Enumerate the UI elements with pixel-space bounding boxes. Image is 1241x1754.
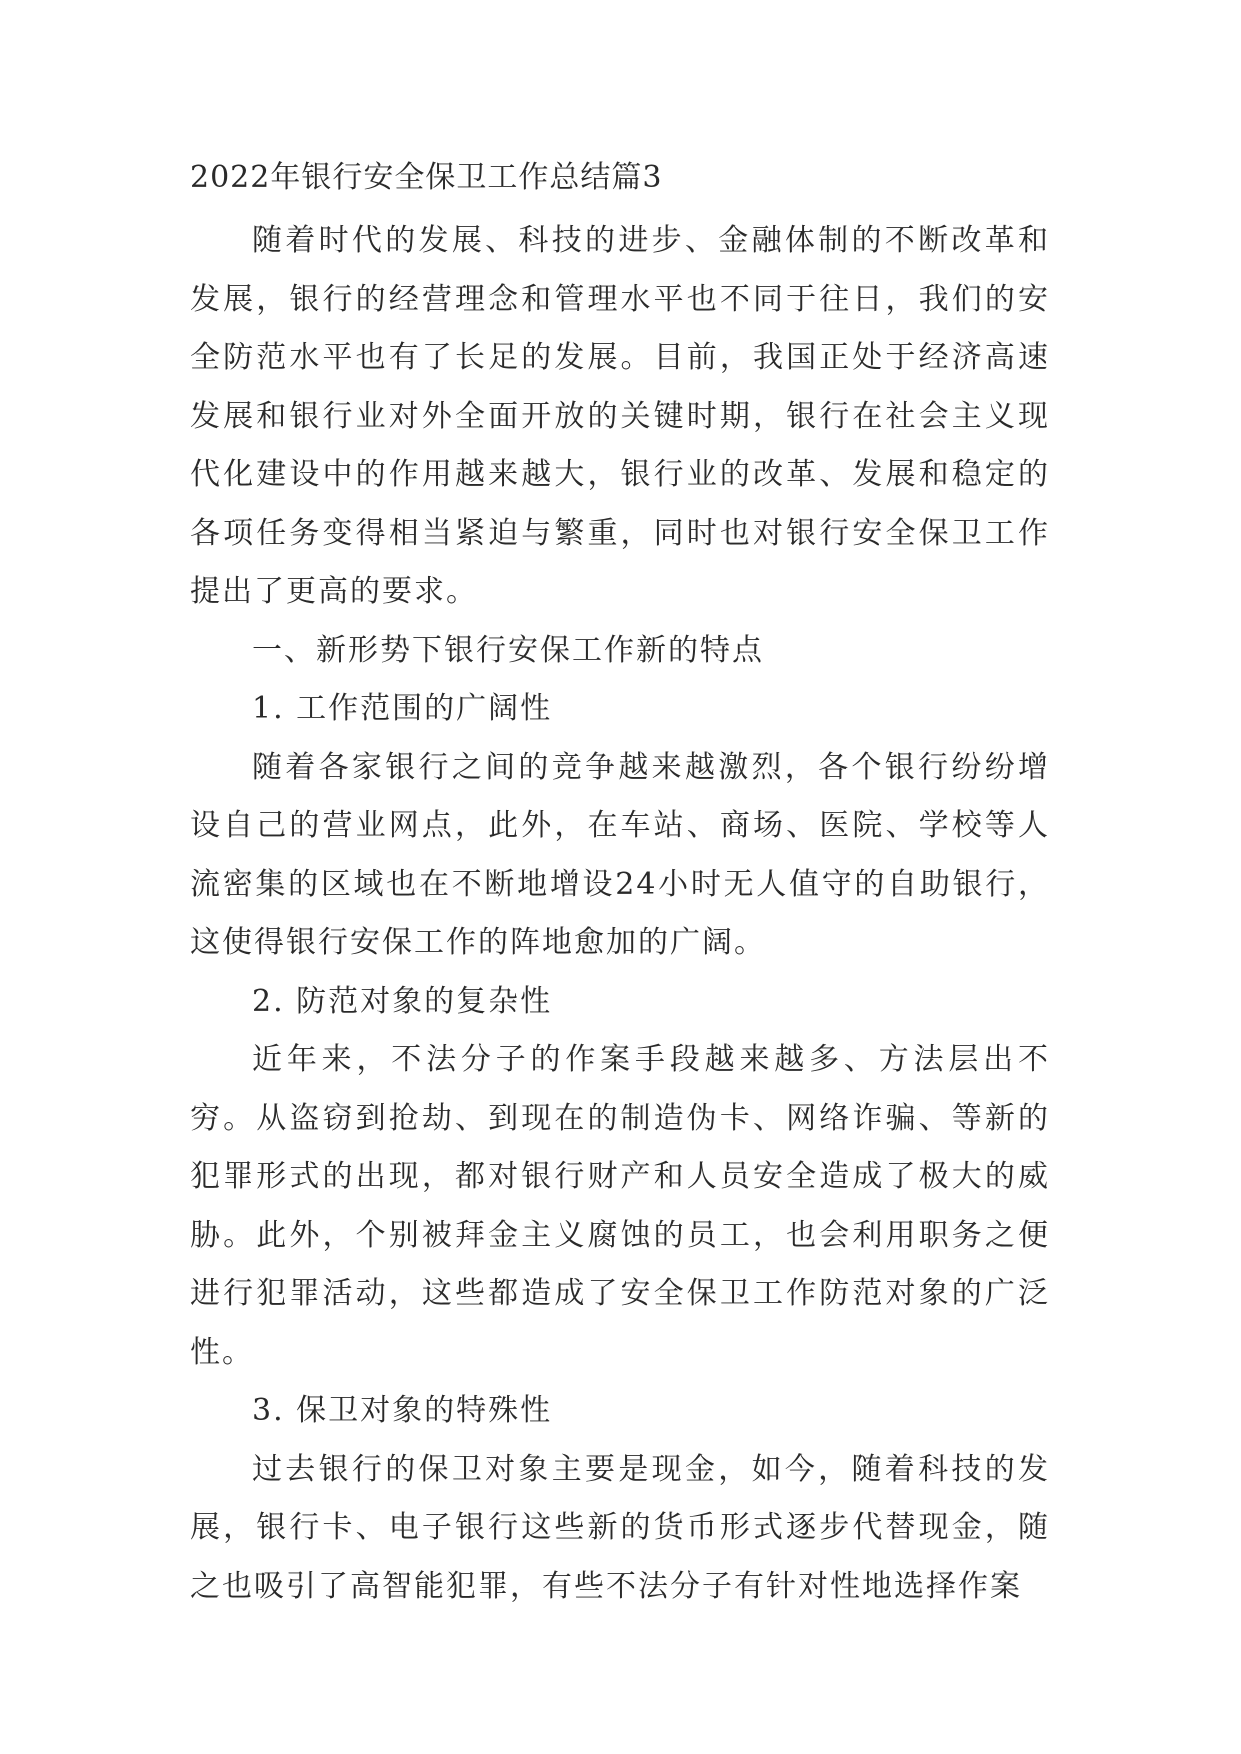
paragraph-scope: 随着各家银行之间的竞争越来越激烈，各个银行纷纷增设自己的营业网点，此外，在车站、商场、医院、学校等人流密集的区域也在不断地增设24小时无人值守的自助银行，这使得银行安保工作的阵地愈加的广阔。	[190, 749, 1050, 960]
document-title: 2022年银行安全保卫工作总结篇3	[190, 160, 663, 195]
paragraph-targets: 近年来，不法分子的作案手段越来越多、方法层出不穷。从盗窃到抢劫、到现在的制造伪卡、网络诈骗、等新的犯罪形式的出现，都对银行财产和人员安全造成了极大的威胁。此外，个别被拜金主义腐蚀的员工，也会利用职务之便进行犯罪活动，这些都造成了安全保卫工作防范对象的广泛性。	[190, 1042, 1050, 1370]
paragraph-intro: 随着时代的发展、科技的进步、金融体制的不断改革和发展，银行的经营理念和管理水平也不同于往日，我们的安全防范水平也有了长足的发展。目前，我国正处于经济高速发展和银行业对外全面开放的关键时期，银行在社会主义现代化建设中的作用越来越大，银行业的改革、发展和稳定的各项任务变得相当紧迫与繁重，同时也对银行安全保卫工作提出了更高的要求。	[190, 223, 1050, 609]
subheading-1: 1. 工作范围的广阔性	[252, 691, 553, 726]
document-body	[190, 158, 1050, 1616]
subheading-2: 2. 防范对象的复杂性	[252, 983, 553, 1019]
subheading-3: 3. 保卫对象的特殊性	[252, 1393, 553, 1428]
paragraph-protection: 过去银行的保卫对象主要是现金，如今，随着科技的发展，银行卡、电子银行这些新的货币形式逐步代替现金，随之也吸引了高智能犯罪，有些不法分子有针对性地选择作案	[190, 1451, 1050, 1604]
section-heading-1: 一、新形势下银行安保工作新的特点	[252, 632, 764, 668]
